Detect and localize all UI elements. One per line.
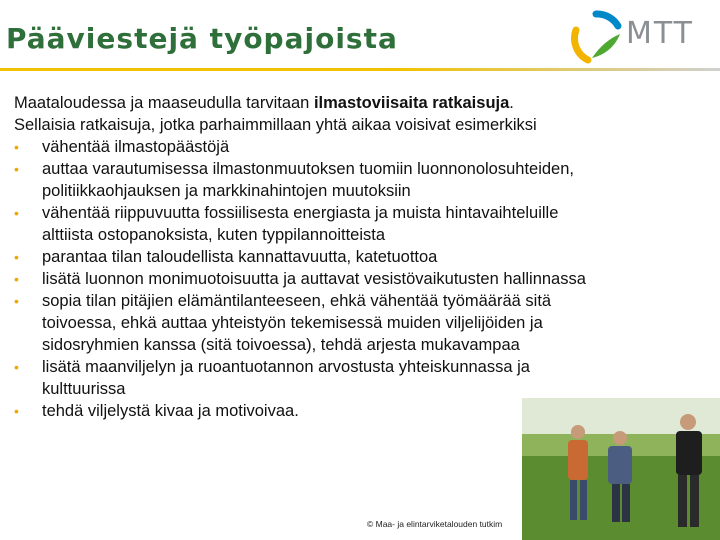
bullet-item (14, 202, 714, 246)
bullet-text-line: toivoessa, ehkä auttaa yhteistyön tekemisessä muiden viljelijöiden ja (42, 314, 543, 332)
bullet-item (14, 290, 714, 356)
bullet-item (14, 158, 714, 202)
farmers-photo (522, 398, 720, 540)
bullet-item (14, 246, 714, 268)
bullet-item (14, 136, 714, 158)
bullet-marker: • (14, 161, 19, 177)
page-title: Pääviestejä työpajoista (6, 22, 398, 55)
bullet-item (14, 268, 714, 290)
intro-line-2: Sellaisia ratkaisuja, jotka parhaimmillaan yhtä aikaa voisivat esimerkiksi (14, 116, 537, 134)
bullet-text-line: vähentää riippuvuutta fossiilisesta energiasta ja muista hintavaihteluille (42, 204, 559, 222)
mtt-swirl-logo-icon (566, 8, 626, 68)
intro-line-1: Maataloudessa ja maaseudulla tarvitaan ilmastoviisaita ratkaisuja. (14, 94, 514, 112)
bullet-marker: • (14, 205, 19, 221)
mtt-logo (566, 8, 716, 68)
bullet-text-line: kulttuurissa (42, 380, 126, 398)
bullet-text-line: vähentää ilmastopäästöjä (42, 138, 230, 156)
bullet-list (14, 136, 714, 422)
logo-text: MTT (626, 16, 695, 51)
bullet-text-line: parantaa tilan taloudellista kannattavuutta, katetuottoa (42, 248, 438, 266)
bullet-text-line: lisätä maanviljelyn ja ruoantuotannon arvostusta yhteiskunnassa ja (42, 358, 530, 376)
intro-emphasis: ilmastoviisaita ratkaisuja (313, 94, 510, 112)
bullet-text-line: sidosryhmien kanssa (sitä toivoessa), tehdä arjesta mukavampaa (42, 336, 520, 354)
bullet-marker: • (14, 139, 19, 155)
copyright-footer: © Maa- ja elintarviketalouden tutkim (367, 519, 503, 529)
bullet-text-line: alttiista ostopanoksista, kuten typpilannoitteista (42, 226, 386, 244)
bullet-text-line: sopia tilan pitäjien elämäntilanteeseen, ehkä vähentää työmäärää sitä (42, 292, 552, 310)
bullet-marker: • (14, 403, 19, 419)
farmers-photo-illustration (522, 398, 720, 540)
bullet-marker: • (14, 293, 19, 309)
bullet-marker: • (14, 359, 19, 375)
bullet-item (14, 356, 714, 400)
bullet-marker: • (14, 271, 19, 287)
bullet-text-line: lisätä luonnon monimuotoisuutta ja auttavat vesistövaikutusten hallinnassa (42, 270, 586, 288)
title-divider (0, 68, 720, 71)
bullet-marker: • (14, 249, 19, 265)
main-content (14, 92, 714, 422)
bullet-text-line: auttaa varautumisessa ilmastonmuutoksen tuomiin luonnonolosuhteiden, (42, 160, 574, 178)
bullet-text-line: tehdä viljelystä kivaa ja motivoivaa. (42, 402, 299, 420)
bullet-text-line: politiikkaohjauksen ja markkinahintojen muutoksiin (42, 182, 411, 200)
